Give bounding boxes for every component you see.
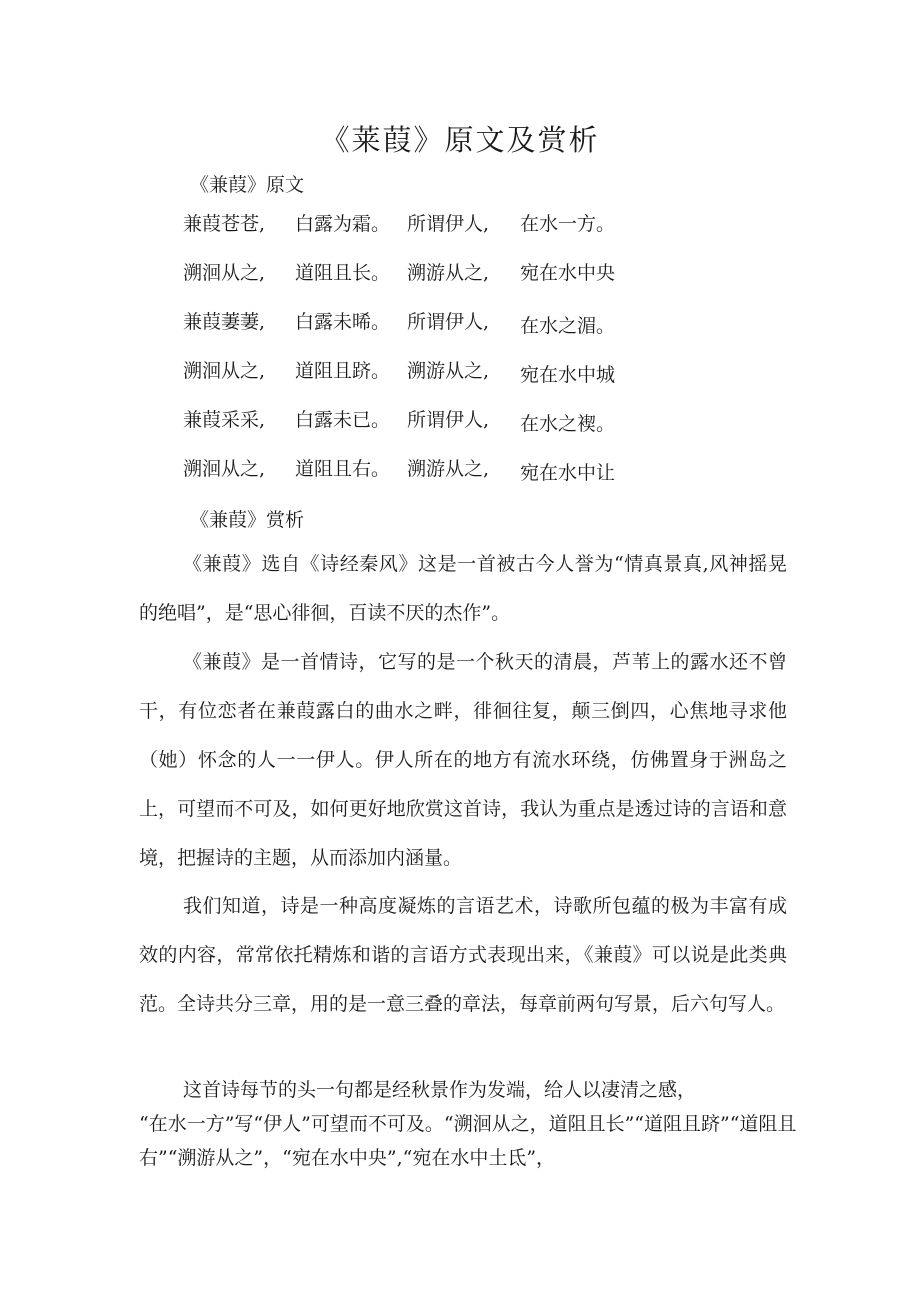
paragraph-remaining-lines: “在水一方”写“伊人”可望而不可及。“溯洄从之，道阻且长”“道阻且跻”“道阻且右”“溯游从之”，“宛在水中央”,“宛在水中土氐”，: [139, 1113, 797, 1169]
original-heading: 《兼葭》原文: [190, 174, 305, 196]
poem-phrase: 兼葭苍苍,: [183, 213, 266, 235]
poem-line: [183, 402, 783, 451]
analysis-paragraph: 《兼葭》选自《诗经秦风》这是一首被古今人誉为“情真景真,风神摇晃的绝唱”，是“思心徘徊，百读不厌的杰作”。: [139, 553, 787, 624]
poem-phrase: 道阻且右。: [295, 458, 391, 480]
poem-phrase: 溯洄从之,: [183, 360, 266, 382]
analysis-paragraph: [139, 1073, 799, 1175]
poem-phrase: 道阻且跻。: [295, 360, 391, 382]
poem-phrase: 白露未已。: [295, 409, 391, 431]
poem-phrase: 溯游从之,: [407, 458, 490, 480]
document-title: 《莱葭》原文及赏析: [320, 123, 600, 157]
poem-line: [183, 255, 783, 304]
poem-phrase: 溯游从之,: [407, 360, 490, 382]
poem-phrase: 宛在水中城: [520, 364, 616, 386]
poem-line: [183, 206, 783, 255]
poem-text: [183, 206, 783, 500]
poem-phrase: 宛在水中让: [520, 462, 616, 484]
analysis-paragraph: 《兼葭》是一首情诗，它写的是一个秋天的清晨，芦苇上的露水还不曾干，有位恋者在兼葭露白的曲水之畔，徘徊往复，颠三倒四，心焦地寻求他（她）怀念的人一一伊人。伊人所在的地方有流水环绕，仿佛置身于洲岛之上，可望而不可及，如何更好地欣赏这首诗，我认为重点是透过诗的言语和意境，把握诗的主题，从而添加内涵量。: [139, 651, 787, 869]
analysis-heading: 《兼葭》赏析: [190, 509, 305, 531]
poem-line: [183, 451, 783, 500]
poem-phrase: 在水一方。: [520, 213, 616, 235]
poem-line: [183, 304, 783, 353]
poem-phrase: 白露未晞。: [295, 311, 391, 333]
paragraph-first-line: 这首诗每节的头一句都是经秋景作为发端，给人以凄清之感，: [183, 1079, 697, 1101]
poem-phrase: 白露为霜。: [295, 213, 391, 235]
poem-phrase: 所谓伊人,: [407, 409, 490, 431]
poem-phrase: 在水之湄。: [520, 315, 616, 337]
poem-phrase: 溯洄从之,: [183, 458, 266, 480]
poem-line: [183, 353, 783, 402]
poem-phrase: 兼葭萋萋,: [183, 311, 266, 333]
poem-phrase: 兼葭采采,: [183, 409, 266, 431]
analysis-paragraph: 我们知道，诗是一种高度凝炼的言语艺术，诗歌所包蕴的极为丰富有成效的内容，常常依托精炼和谐的言语方式表现出来，《兼葭》可以说是此类典范。全诗共分三章，用的是一意三叠的章法，每章前两句写景，后六句写人。: [139, 895, 787, 1015]
poem-phrase: 所谓伊人,: [407, 213, 490, 235]
poem-phrase: 溯游从之,: [407, 262, 490, 284]
poem-phrase: 在水之褉。: [520, 413, 616, 435]
poem-phrase: 所谓伊人,: [407, 311, 490, 333]
poem-phrase: 道阻且长。: [295, 262, 391, 284]
poem-phrase: 宛在水中央: [520, 262, 616, 284]
poem-phrase: 溯洄从之,: [183, 262, 266, 284]
